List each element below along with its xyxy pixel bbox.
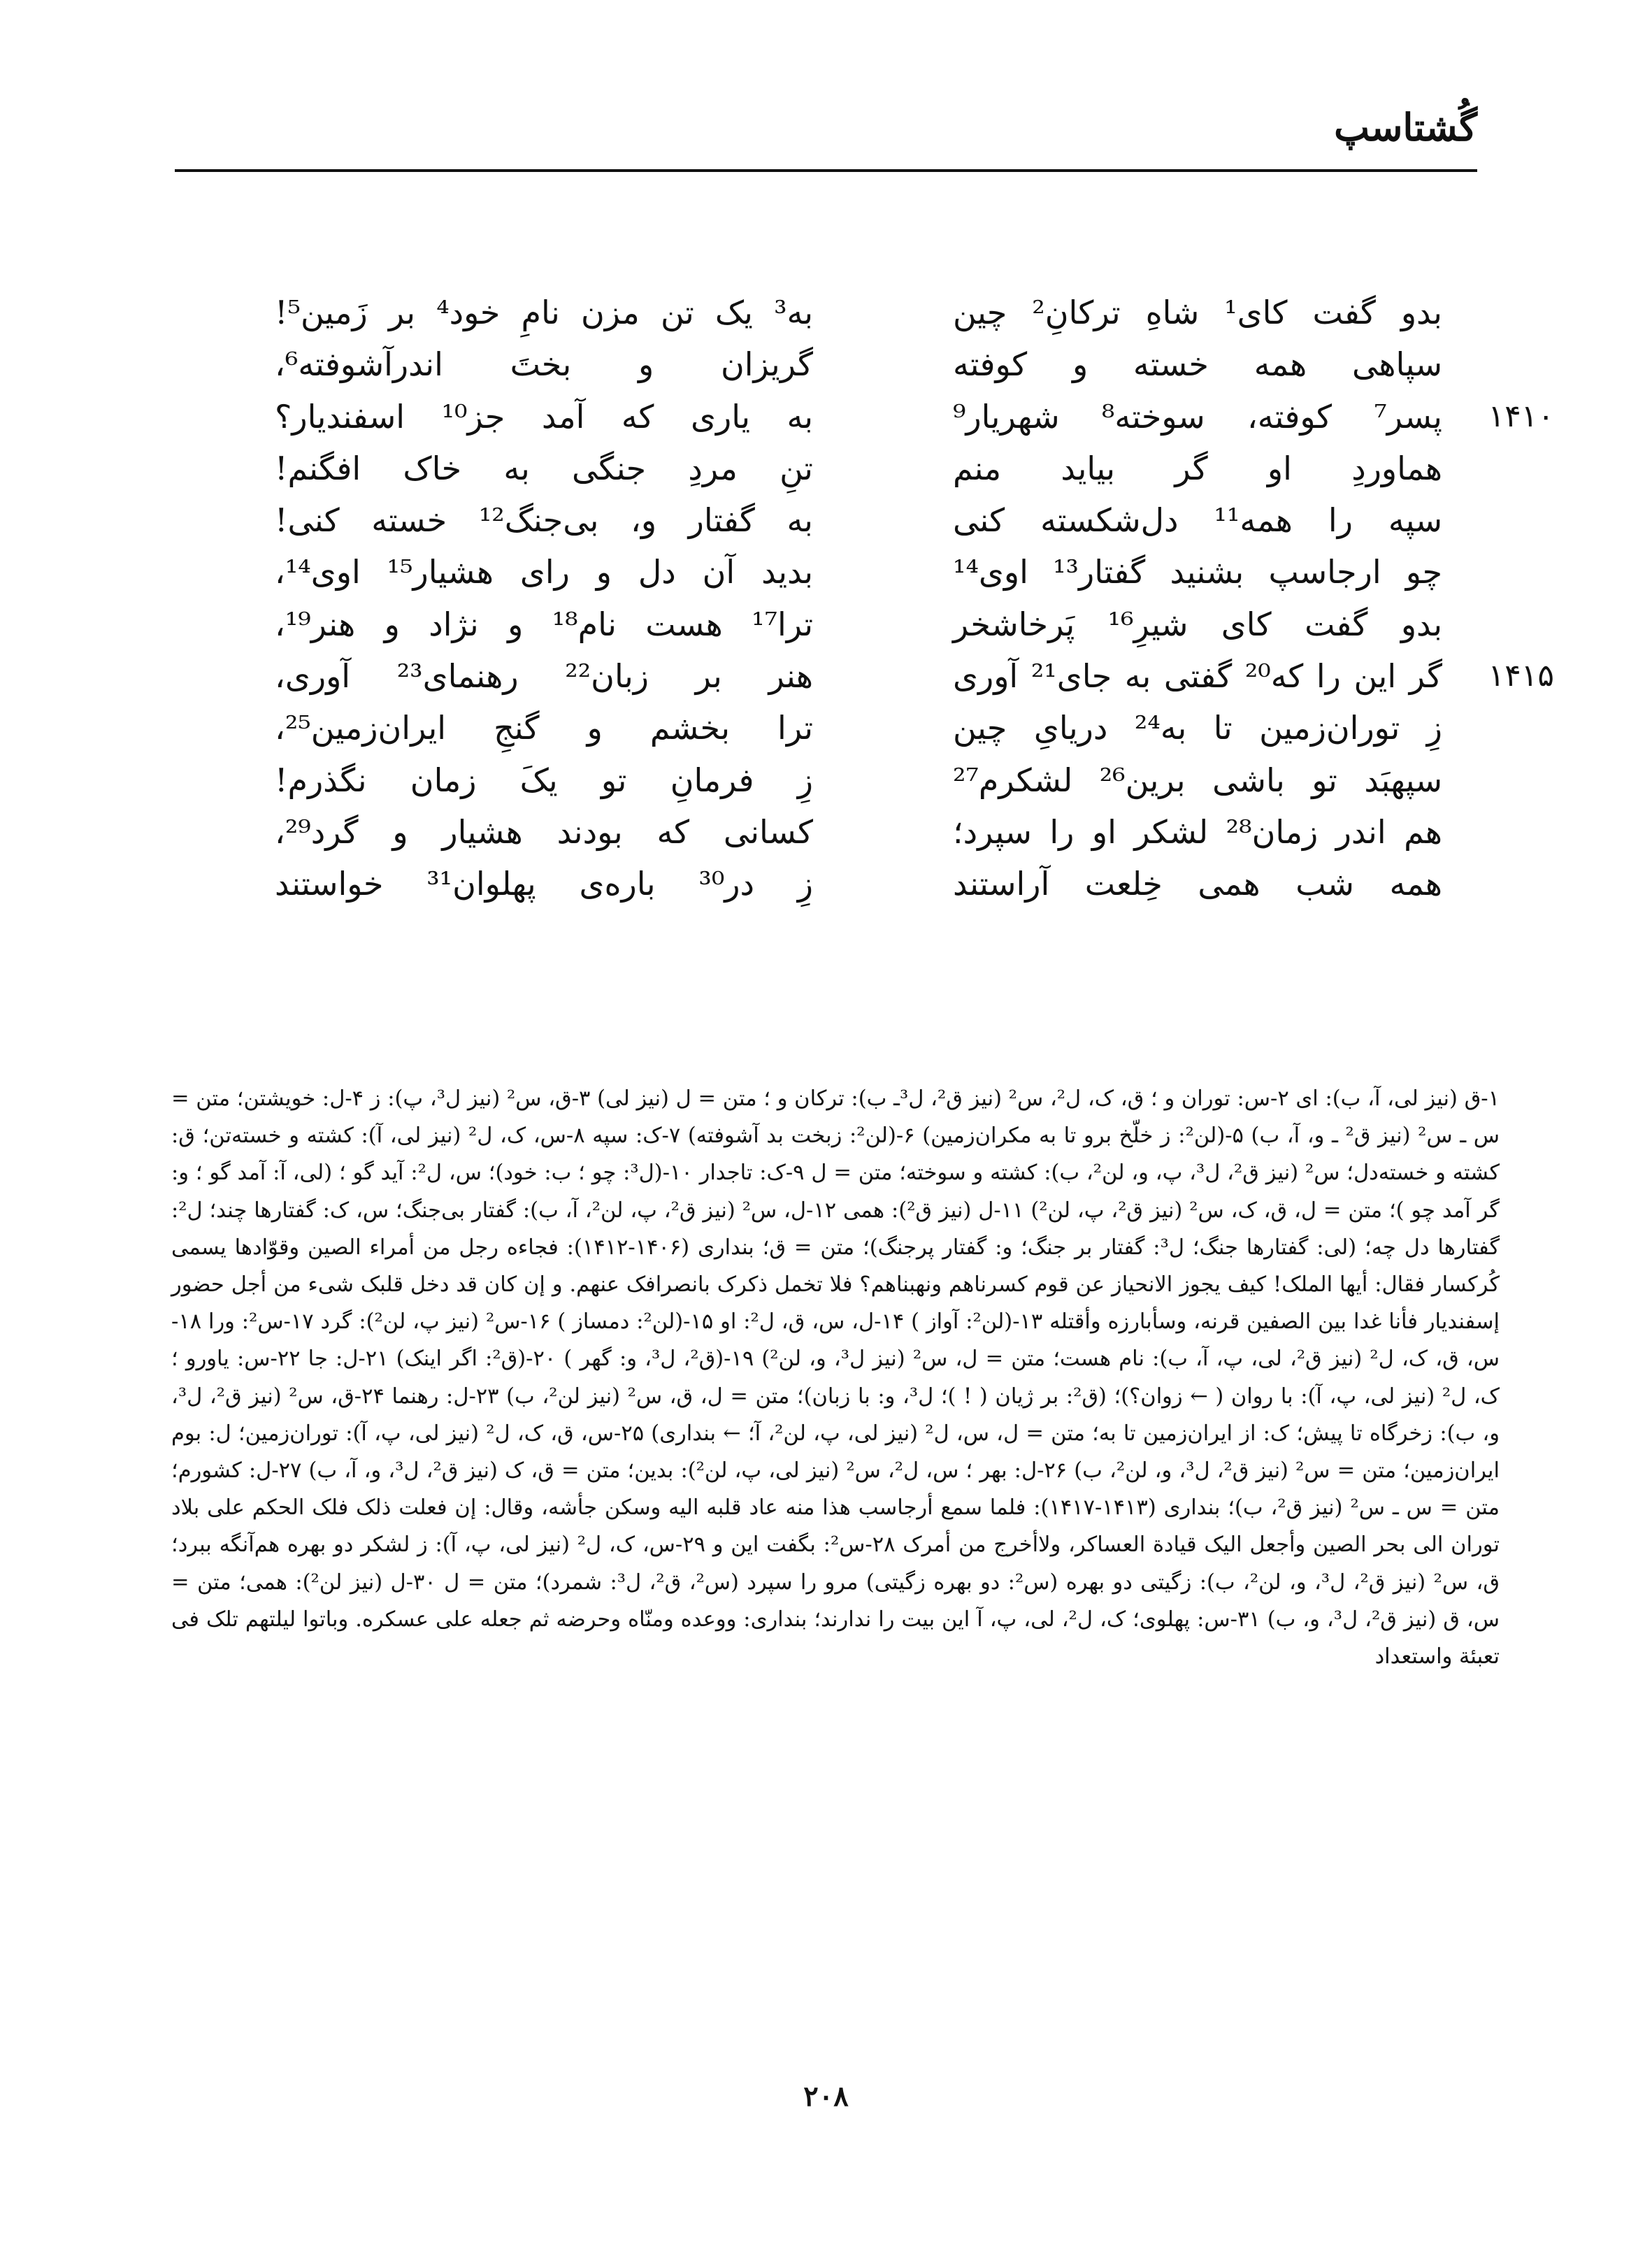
hemistich: کسانی که بودند هشیار و گرد²⁹،: [275, 812, 813, 851]
verse-column-right: [953, 287, 1554, 910]
hemistich: گریزان و بختَ اندرآشوفته⁶،: [275, 345, 813, 384]
hemistich: چو ارجاسپ بشنید گفتار¹³ اوی¹⁴: [953, 553, 1443, 591]
hemistich: تنِ مردِ جنگی به خاک افگنم!: [275, 449, 813, 487]
hemistich: همه شب همی خِلعت آراستند: [953, 865, 1442, 903]
hemistich: زِ فرمانِ تو یکَ زمان نگذرم!: [275, 761, 813, 799]
hemistich: بدو گفت کای شیرِ¹⁶ پَرخاشخر: [953, 605, 1443, 643]
hemistich: به گفتار و، بی‌جنگ¹² خسته کنی!: [275, 501, 813, 540]
hemistich: زِ توران‌زمین تا به²⁴ دریایِ چین: [953, 709, 1442, 747]
verse-number: ۱۴۱۵: [1488, 658, 1554, 694]
page-number: ۲۰۸: [803, 2080, 849, 2113]
hemistich: هنر بر زبان²² رهنمای²³ آوری،: [275, 657, 814, 696]
hemistich: گر این را که²⁰ گفتی به جای²¹ آوری ۱۴۱۵: [953, 650, 1442, 702]
hemistich: ترا بخشم و گنجِ ایران‌زمین²⁵،: [275, 709, 813, 747]
verse-number: ۱۴۱۰: [1488, 398, 1554, 434]
running-title: گُشتاسپ: [1334, 105, 1477, 150]
hemistich: هم اندر زمان²⁸ لشکر او را سپرد؛: [953, 812, 1442, 851]
hemistich: سپاهی همه خسته و کوفته: [953, 345, 1442, 384]
hemistich: زِ در³⁰ باره‌ی پهلوان³¹ خواستند: [275, 865, 813, 903]
footnotes-apparatus: ۱-ق (نیز لی، آ، ب): ای ۲-س: توران و ؛ ق، ک، ل²، س² (نیز ق²، ل³ـ ب): ترکان و ؛ متن = ل (نیز لی) ۳-ق، س² (نیز ل³، پ): ز ۴-ل: خویشتن؛ متن = س ـ س² (نیز ق² ـ و، آ، ب) ۵-(لن²: ز خلّخ برو تا به مکران‌زمین) ۶-(لن²: زبخت بد آشوفته) ۷-ک: سپه ۸-س، ک، ل² (نیز لی، آ): کشته و خسته‌تن؛ ق: کشته و خسته‌دل؛ س² (نیز ق²، ل³، پ، و، لن²، ب): کشته و سوخته؛ متن = ل ۹-ک: تاجدار ۱۰-(ل³: چو ؛ ب: خود)؛ س، ل²: آید گو ؛ (لی، آ: آمد گو ؛ و: گر آمد چو )؛ متن = ل، ق، ک، س² (نیز ق²، پ، لن²) ۱۱-ل (نیز ق²): همی ۱۲-ل، س² (نیز ق²، پ، لن²، آ، ب): گفتار بی‌جنگ؛ س، ک: گفتارها چند؛ ل²: گفتارها دل چه؛ (لی: گفتارها جنگ؛ ل³: گفتار بر جنگ؛ و: گفتار پرجنگ)؛ متن = ق؛ بنداری (۱۴۰۶-۱۴۱۲): فجاءه رجل من أمراء الصین وقوّادها یسمی کُرکسار فقال: أیها الملک! کیف یجوز الانحیاز عن قوم کسرناهم ونهبناهم؟ فلا تخمل ذکرک بانصرافک عنهم. و إن کان قد دخل قلبک شیء من أجل حضور إسفندیار فأنا غدا بین الصفین قرنه، وسأبارزه وأقتله ۱۳-(لن²: آواز ) ۱۴-ل، س، ق، ل²: او ۱۵-(لن²: دمساز ) ۱۶-س² (نیز پ، لن²): گرد ۱۷-س²: ورا ۱۸-س، ق، ک، ل² (نیز ق²، لی، پ، آ، ب): نام هست؛ متن = ل، س² (نیز ل³، و، لن²) ۱۹-(ق²، ل³، و: گهر ) ۲۰-(ق²: اگر اینک) ۲۱-ل: جا ۲۲-س: یاورو ؛ ک، ل² (نیز لی، پ، آ): با روان ( ← زوان؟)؛ (ق²: بر ژیان ( ! )؛ ل³، و: با زبان)؛ متن = ل، ق، س² (نیز لن²، ب) ۲۳-ل: رهنما ۲۴-ق، س² (نیز ق²، ل³، و، ب): زخرگاه تا پیش؛ ک: از ایران‌زمین تا به؛ متن = ل، س، ل² (نیز لی، پ، لن²، آ؛ ← بنداری) ۲۵-س، ق، ک، ل² (نیز لی، پ، آ): توران‌زمین؛ ل: بوم ایران‌زمین؛ متن = س² (نیز ق²، ل³، و، لن²، ب) ۲۶-ل: بهر ؛ س، ل²، س² (نیز لی، پ، لن²): بدین؛ متن = ق، ک (نیز ق²، ل³، و، آ، ب) ۲۷-ل: کشورم؛ متن = س ـ س² (نیز ق²، ب)؛ بنداری (۱۴۱۳-۱۴۱۷): فلما سمع أرجاسب هذا منه عاد قلبه الیه وسکن جأشه، وقال: إن فعلت ذلک فلک الحکم علی بلاد توران الی بحر الصین وأجعل الیک قیادة العساکر، ولاأخرج من أمرک ۲۸-س²: بگفت این و ۲۹-س، ک، ل² (نیز لی، پ، آ): ز لشکر دو بهره هم‌آنگه ببرد؛ ق، س² (نیز ق²، ل³، و، لن²، ب): زگیتی دو بهره (س²: دو بهره زگیتی) مرو را سپرد (س²، ق²، ل³: شمرد)؛ متن = ل ۳۰-ل (نیز لن²): همی؛ متن = س، ق (نیز ق²، ل³، و، ب) ۳۱-س: پهلوی؛ ک، ل²، لی، پ، آ این بیت را ندارند؛ بنداری: ووعده ومنّاه وحرضه ثم جعله علی عسکره. وباتوا لیلتهم تلک فی تعبئة واستعداد: [171, 1086, 1500, 1670]
hemistich: پسر⁷ کوفته، سوخته⁸ شهریار⁹ ۱۴۱۰: [953, 391, 1442, 443]
hemistich: هماوردِ او گر بیاید منم: [953, 449, 1442, 487]
hemistich: سپه را همه¹¹ دل‌شکسته کنی: [953, 501, 1442, 540]
hemistich: به یاری که آمد جز¹⁰ اسفندیار؟: [275, 397, 813, 436]
hemistich: به³ یک تن مزن نامِ خود⁴ بر زَمین⁵!: [275, 294, 813, 331]
header-rule: [175, 169, 1477, 172]
hemistich: بدید آن دل و رای هشیار¹⁵ اوی¹⁴،: [275, 553, 814, 591]
hemistich: سپهبَد تو باشی برین²⁶ لشکرم²⁷: [953, 761, 1442, 799]
verse-column-left: [275, 287, 813, 910]
hemistich: ترا¹⁷ هست نام¹⁸ و نژاد و هنر¹⁹،: [275, 605, 813, 643]
hemistich: بدو گفت کای¹ شاهِ ترکانِ² چین: [953, 294, 1442, 331]
